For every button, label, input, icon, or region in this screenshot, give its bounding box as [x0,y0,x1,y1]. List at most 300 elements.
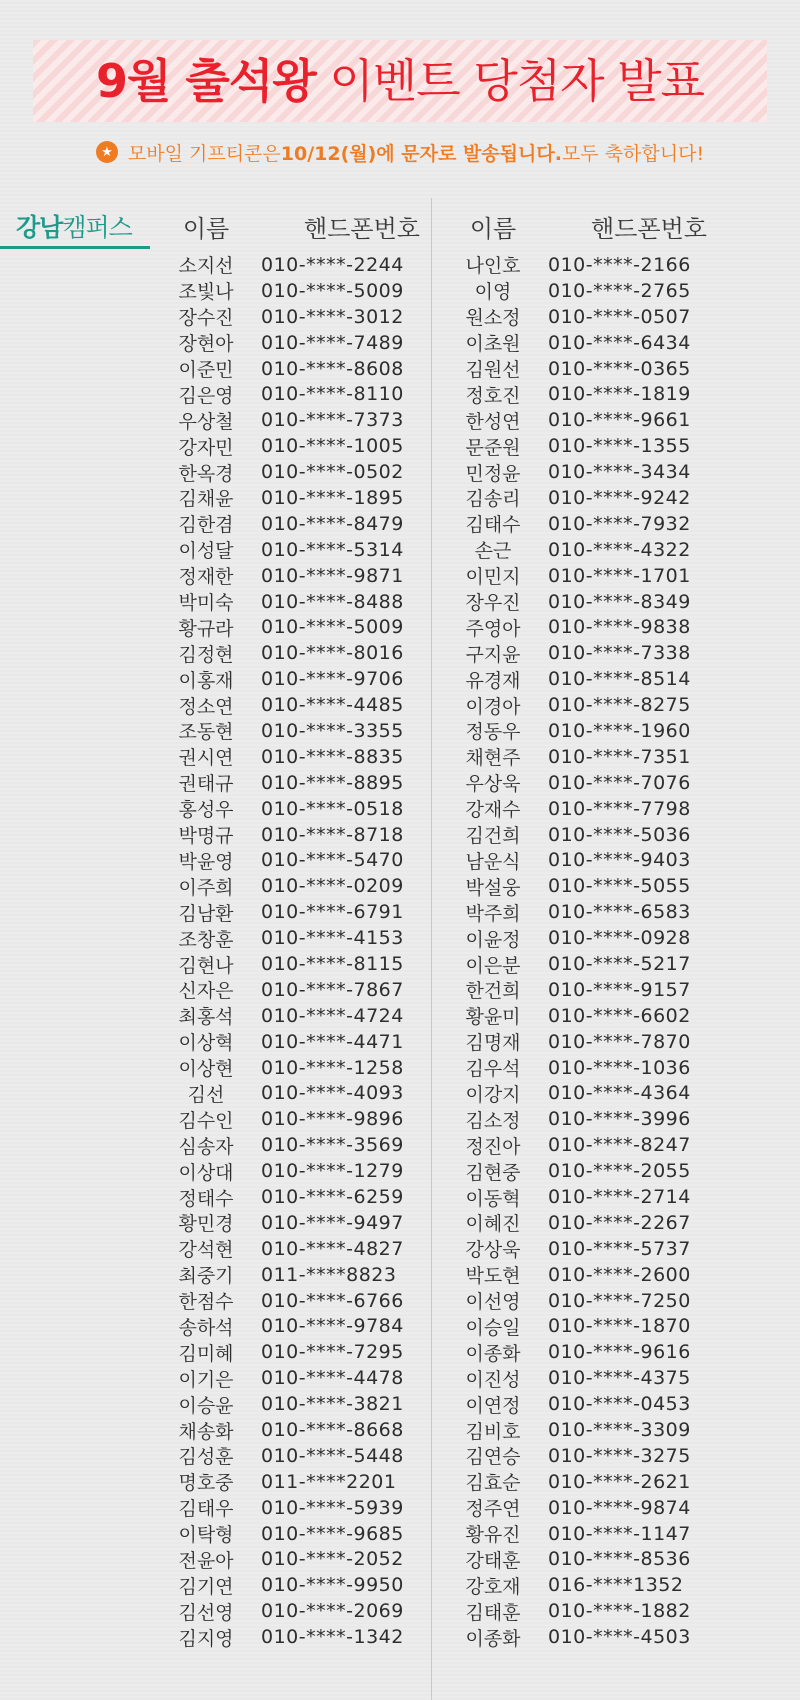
winner-phone: 010-****-3434 [548,461,691,484]
winner-phone: 010-****-3569 [261,1134,404,1157]
winner-phone: 010-****-5055 [548,875,691,898]
winner-row [175,822,467,848]
winner-name: 김효순 [465,1472,521,1495]
winner-name: 채송화 [178,1420,234,1443]
winner-row [462,1391,754,1417]
winner-name: 이은분 [465,954,521,977]
winner-row [175,1106,467,1132]
winner-row [462,718,754,744]
winner-name: 이탁형 [178,1524,234,1547]
winner-phone: 010-****-8479 [261,512,404,535]
winner-row [462,381,754,407]
winner-row [175,485,467,511]
winner-phone: 010-****-0209 [261,875,404,898]
winner-phone: 010-****-5448 [261,1444,404,1467]
winner-phone: 010-****-0518 [261,797,404,820]
winner-row [175,356,467,382]
winners-column-right [462,206,754,1650]
winner-row [462,692,754,718]
winner-phone: 010-****-5009 [261,279,404,302]
winner-phone: 010-****-9838 [548,616,691,639]
winner-row [462,330,754,356]
winner-row [175,1314,467,1340]
winner-name: 장수진 [178,307,234,330]
winner-phone: 010-****-9661 [548,409,691,432]
winner-row [462,278,754,304]
winner-phone: 010-****-2052 [261,1548,404,1571]
winner-phone: 010-****-6583 [548,901,691,924]
winner-name: 한점수 [178,1291,234,1314]
title-banner [33,40,767,122]
winner-row [462,433,754,459]
winner-phone: 010-****-8488 [261,590,404,613]
winner-row [462,744,754,770]
winner-name: 신자은 [178,980,234,1003]
winner-phone: 010-****-1960 [548,719,691,742]
winner-name: 김원선 [465,359,521,382]
winner-row [462,770,754,796]
winner-phone: 010-****-1355 [548,435,691,458]
winner-phone: 011-****2201 [261,1470,397,1493]
winner-name: 김현나 [178,954,234,977]
winner-phone: 010-****-4471 [261,1030,404,1053]
winner-row [175,770,467,796]
winner-row [462,951,754,977]
winner-name: 이강지 [465,1083,521,1106]
winner-row [462,1288,754,1314]
winner-row [462,1495,754,1521]
winner-name: 김미혜 [178,1342,234,1365]
winner-name: 박미숙 [178,592,234,615]
winner-name: 채현주 [465,747,521,770]
winner-name: 문준원 [465,436,521,459]
winner-row [462,1598,754,1624]
winner-row [175,1262,467,1288]
winner-name: 김연승 [465,1446,521,1469]
winner-row [462,485,754,511]
winner-name: 정동우 [465,721,521,744]
winner-row [462,252,754,278]
winner-phone: 010-****-8835 [261,745,404,768]
winner-row [175,1236,467,1262]
notice-text-2: 10/12(월)에 문자로 발송됩니다. [280,142,562,165]
winner-row [175,1339,467,1365]
name-header: 이름 [469,214,517,243]
winner-name: 조동현 [178,721,234,744]
winner-row [175,873,467,899]
winners-list-left [175,252,467,1650]
winner-row [462,1521,754,1547]
winner-phone: 010-****-7798 [548,797,691,820]
winner-name: 김현중 [465,1161,521,1184]
winner-name: 원소정 [465,307,521,330]
winner-phone: 010-****-5036 [548,823,691,846]
star-icon: ★ [96,141,118,163]
winner-phone: 010-****-9242 [548,486,691,509]
winner-row [175,718,467,744]
winner-name: 강상욱 [465,1239,521,1262]
winner-phone: 010-****-4827 [261,1237,404,1260]
winner-name: 강자민 [178,436,234,459]
winner-phone: 010-****-1258 [261,1056,404,1079]
winner-phone: 010-****-6434 [548,331,691,354]
winner-name: 이진성 [465,1368,521,1391]
winner-row [462,1210,754,1236]
winner-phone: 010-****-1342 [261,1626,404,1649]
winner-phone: 010-****-9950 [261,1574,404,1597]
winner-name: 이기은 [178,1368,234,1391]
winner-phone: 010-****-4322 [548,538,691,561]
campus-tab [0,206,150,249]
title-rest: 이벤트 당첨자 발표 [315,54,705,108]
winner-phone: 010-****-8668 [261,1419,404,1442]
winner-row [175,1210,467,1236]
winner-phone: 010-****-7932 [548,512,691,535]
winner-name: 황민경 [178,1213,234,1236]
winner-row [462,537,754,563]
winner-name: 김건희 [465,825,521,848]
winner-name: 김태우 [178,1498,234,1521]
winner-row [175,537,467,563]
winner-phone: 010-****-6602 [548,1004,691,1027]
winner-phone: 010-****-9871 [261,564,404,587]
winner-name: 김수인 [178,1109,234,1132]
winner-phone: 010-****-7351 [548,745,691,768]
winner-phone: 010-****-7870 [548,1030,691,1053]
winner-row [462,666,754,692]
winner-row [175,1391,467,1417]
winner-phone: 010-****-4375 [548,1367,691,1390]
winner-name: 한성연 [465,410,521,433]
winner-name: 정진아 [465,1135,521,1158]
winner-row [462,304,754,330]
winner-row [462,1055,754,1081]
winner-name: 구지윤 [465,643,521,666]
winner-phone: 010-****-1005 [261,435,404,458]
column-header [462,206,754,246]
winner-name: 장현아 [178,333,234,356]
winner-name: 심송자 [178,1135,234,1158]
winner-row [175,1055,467,1081]
winner-name: 김남환 [178,902,234,925]
winner-name: 강재수 [465,799,521,822]
winner-row [175,899,467,925]
winner-row [175,847,467,873]
notice-text-1: 모바일 기프티콘은 [127,142,281,165]
winner-phone: 010-****-9685 [261,1522,404,1545]
winner-row [462,1003,754,1029]
winner-row [175,1521,467,1547]
winner-name: 이승윤 [178,1394,234,1417]
winner-row [175,278,467,304]
winner-row [175,1158,467,1184]
phone-header: 핸드폰번호 [591,214,707,243]
winner-name: 최홍석 [178,1006,234,1029]
winner-phone: 010-****-3012 [261,305,404,328]
winner-row [462,1547,754,1573]
winner-phone: 010-****-9403 [548,849,691,872]
winner-row [175,796,467,822]
winner-phone: 010-****-5470 [261,849,404,872]
winner-name: 송하석 [178,1316,234,1339]
winner-name: 김채윤 [178,488,234,511]
winner-phone: 010-****-8115 [261,952,404,975]
winner-row [175,511,467,537]
winner-phone: 010-****-5314 [261,538,404,561]
winner-row [462,1158,754,1184]
winner-name: 홍성우 [178,799,234,822]
winner-phone: 010-****-4503 [548,1626,691,1649]
winner-phone: 010-****-8536 [548,1548,691,1571]
winner-name: 김태수 [465,514,521,537]
winner-phone: 010-****-8275 [548,694,691,717]
winner-phone: 010-****-4485 [261,694,404,717]
winner-name: 이영 [474,281,512,304]
winner-name: 우상욱 [465,773,521,796]
winner-phone: 010-****-5009 [261,616,404,639]
winner-phone: 010-****-2244 [261,253,404,276]
winner-phone: 010-****-8608 [261,357,404,380]
winner-row [462,563,754,589]
name-header: 이름 [182,214,230,243]
winner-phone: 010-****-1147 [548,1522,691,1545]
winner-name: 최중기 [178,1265,234,1288]
winner-row [462,511,754,537]
winner-phone: 010-****-9497 [261,1211,404,1234]
winner-name: 황유진 [465,1524,521,1547]
winner-row [175,1417,467,1443]
winner-name: 이경아 [465,695,521,718]
winner-phone: 010-****-8514 [548,668,691,691]
winner-name: 우상철 [178,410,234,433]
title-bold: 9월 출석왕 [95,54,316,108]
winner-row [462,873,754,899]
winner-row [462,1365,754,1391]
winner-phone: 010-****-2765 [548,279,691,302]
winner-row [175,1029,467,1055]
winner-phone: 010-****-7076 [548,771,691,794]
winner-phone: 010-****-2166 [548,253,691,276]
winner-name: 이연정 [465,1394,521,1417]
winner-name: 이초원 [465,333,521,356]
winner-phone: 010-****-9706 [261,668,404,691]
winner-row [175,563,467,589]
winner-row [175,1598,467,1624]
winner-name: 강석현 [178,1239,234,1262]
winner-phone: 010-****-1819 [548,383,691,406]
winner-phone: 010-****-9874 [548,1496,691,1519]
winner-phone: 010-****-3275 [548,1444,691,1467]
winner-name: 이민지 [465,566,521,589]
winner-phone: 010-****-0453 [548,1393,691,1416]
winner-row [462,1417,754,1443]
winner-row [462,925,754,951]
winner-phone: 010-****-0365 [548,357,691,380]
winner-name: 한옥경 [178,462,234,485]
winner-name: 이주희 [178,876,234,899]
winner-name: 이상현 [178,1058,234,1081]
winner-row [462,1081,754,1107]
winner-name: 김명재 [465,1032,521,1055]
winner-name: 이윤정 [465,928,521,951]
winner-row [462,407,754,433]
winner-name: 권시연 [178,747,234,770]
winner-phone: 010-****-8247 [548,1134,691,1157]
winner-name: 황윤미 [465,1006,521,1029]
winner-phone: 010-****-0507 [548,305,691,328]
winner-name: 박윤영 [178,850,234,873]
winner-name: 장우진 [465,592,521,615]
winner-phone: 010-****-8718 [261,823,404,846]
winner-name: 박명규 [178,825,234,848]
winner-row [462,1443,754,1469]
winner-row [462,1029,754,1055]
winner-name: 김지영 [178,1627,234,1650]
winner-name: 박설웅 [465,876,521,899]
winner-phone: 010-****-2267 [548,1211,691,1234]
winner-name: 손근 [474,540,512,563]
winner-phone: 010-****-2069 [261,1600,404,1623]
column-header [175,206,467,246]
winner-name: 권태규 [178,773,234,796]
winner-row [462,589,754,615]
winner-row [462,822,754,848]
winner-phone: 010-****-9896 [261,1108,404,1131]
winner-row [462,977,754,1003]
notice-line [0,137,800,167]
winner-name: 김은영 [178,384,234,407]
winner-row [462,1314,754,1340]
winner-row [175,666,467,692]
winner-row [175,330,467,356]
winners-column-left [175,206,467,1650]
winner-row [175,925,467,951]
winner-row [462,640,754,666]
notice-text-3: 모두 축하합니다! [561,142,705,165]
winner-row [175,252,467,278]
winner-row [175,1624,467,1650]
campus-name-bold: 강남 [16,213,63,242]
winner-phone: 010-****-4478 [261,1367,404,1390]
phone-header: 핸드폰번호 [304,214,420,243]
winner-row [175,1288,467,1314]
winner-phone: 010-****-7489 [261,331,404,354]
winner-name: 김태훈 [465,1601,521,1624]
winner-row [175,304,467,330]
winner-phone: 010-****-7295 [261,1341,404,1364]
winner-phone: 010-****-1882 [548,1600,691,1623]
campus-name-rest: 캠퍼스 [62,213,132,242]
winner-name: 남운식 [465,850,521,873]
winner-name: 박도현 [465,1265,521,1288]
winner-name: 명호중 [178,1472,234,1495]
winner-row [462,1132,754,1158]
winner-row [462,847,754,873]
winner-name: 강호재 [465,1575,521,1598]
winner-row [462,899,754,925]
winner-name: 김정현 [178,643,234,666]
winner-phone: 010-****-1895 [261,486,404,509]
winner-name: 정소연 [178,695,234,718]
winner-name: 김소정 [465,1109,521,1132]
campus-label [16,208,132,244]
winner-row [175,744,467,770]
winner-row [175,459,467,485]
winner-row [175,1572,467,1598]
winner-phone: 010-****-6766 [261,1289,404,1312]
winner-name: 김송리 [465,488,521,511]
winner-row [175,692,467,718]
winner-row [175,1469,467,1495]
winner-name: 이혜진 [465,1213,521,1236]
winner-phone: 010-****-5217 [548,952,691,975]
winner-phone: 010-****-8349 [548,590,691,613]
winner-row [462,1106,754,1132]
winner-name: 이선영 [465,1291,521,1314]
winner-phone: 011-****8823 [261,1263,397,1286]
winner-row [175,1003,467,1029]
winner-row [175,1132,467,1158]
winner-name: 김선 [187,1083,225,1106]
winner-row [462,1572,754,1598]
winner-name: 김성훈 [178,1446,234,1469]
winner-row [175,951,467,977]
winner-phone: 010-****-8016 [261,642,404,665]
winner-name: 박주희 [465,902,521,925]
winner-name: 김선영 [178,1601,234,1624]
winner-phone: 010-****-2714 [548,1186,691,1208]
winner-name: 이상대 [178,1161,234,1184]
winner-row [175,1495,467,1521]
winner-name: 이상혁 [178,1032,234,1055]
winner-phone: 010-****-1701 [548,564,691,587]
winner-phone: 010-****-4093 [261,1082,404,1105]
winner-phone: 010-****-2621 [548,1470,691,1493]
winner-row [175,589,467,615]
winner-name: 황규라 [178,617,234,640]
winner-phone: 010-****-4153 [261,927,404,950]
winner-name: 김우석 [465,1058,521,1081]
winner-phone: 010-****-9784 [261,1315,404,1338]
winner-phone: 010-****-9157 [548,978,691,1001]
winner-phone: 010-****-6259 [261,1186,404,1208]
winner-name: 조빛나 [178,281,234,304]
winner-phone: 010-****-1036 [548,1056,691,1079]
winner-row [462,1469,754,1495]
winner-row [462,356,754,382]
winner-phone: 010-****-6791 [261,901,404,924]
winner-name: 한건희 [465,980,521,1003]
winner-name: 민정윤 [465,462,521,485]
winner-name: 소지선 [178,255,234,278]
winner-phone: 010-****-7373 [261,409,404,432]
winner-row [175,977,467,1003]
winner-row [462,614,754,640]
winner-row [175,1081,467,1107]
winner-phone: 010-****-3355 [261,719,404,742]
winner-name: 이승일 [465,1316,521,1339]
winner-phone: 010-****-7250 [548,1289,691,1312]
winner-phone: 010-****-8110 [261,383,404,406]
winner-name: 정태수 [178,1187,234,1210]
winner-name: 전윤아 [178,1549,234,1572]
winner-name: 유경재 [465,669,521,692]
winner-phone: 010-****-0928 [548,927,691,950]
winner-name: 정재한 [178,566,234,589]
winner-phone: 010-****-5737 [548,1237,691,1260]
winner-name: 이종화 [465,1342,521,1365]
page-title [95,54,705,108]
